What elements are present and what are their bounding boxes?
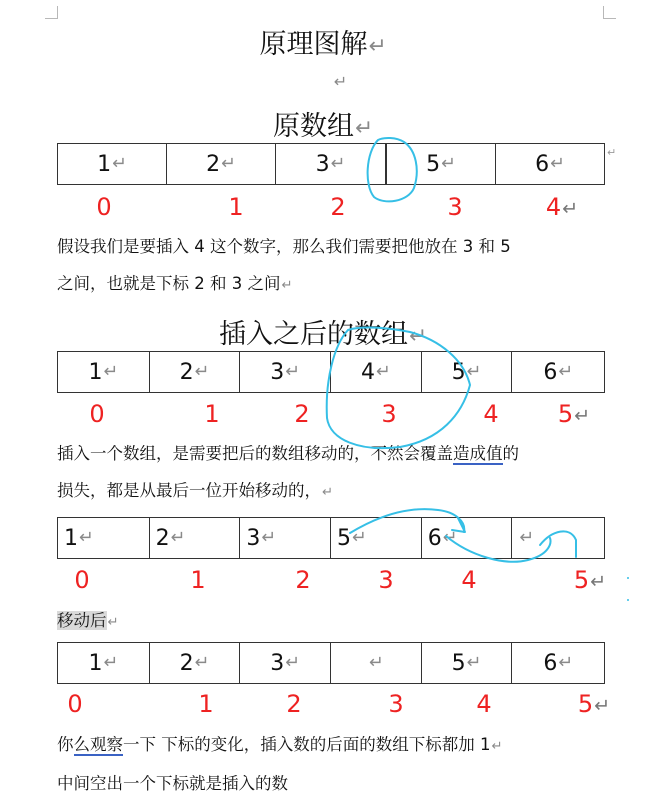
array-index: 3 <box>381 400 397 428</box>
array-cell <box>422 352 513 392</box>
page-title-text: 原理图解 <box>259 29 368 60</box>
array-index: 0 <box>74 566 90 594</box>
return-mark: ↵ <box>330 154 346 174</box>
array-cell <box>150 643 241 683</box>
underlined-text: 造成值 <box>453 444 503 463</box>
array-index: 1 <box>204 400 220 428</box>
return-mark: ↵ <box>194 653 210 673</box>
array-index: 3 <box>378 566 394 594</box>
array-index: 2 <box>295 566 311 594</box>
paragraph-line: 中间空出一个下标就是插入的数 <box>57 774 288 793</box>
array-cell <box>276 144 386 184</box>
paragraph-explanation <box>57 228 617 304</box>
return-mark: ↵ <box>285 653 301 673</box>
return-mark: ↵ <box>352 528 367 548</box>
inserted-array-table <box>57 351 605 393</box>
array-index: 0 <box>67 690 83 718</box>
array-index: 4 <box>476 690 492 718</box>
cell-value: 1 <box>64 525 78 551</box>
return-mark: ↵ <box>368 653 384 673</box>
array-cell <box>331 352 422 392</box>
underlined-text: 么观察 <box>73 735 123 754</box>
empty-paragraph <box>0 68 646 92</box>
array-index: 4 <box>461 566 477 594</box>
cell-value: 2 <box>155 525 170 551</box>
return-mark: ↵ <box>466 653 482 673</box>
return-mark: ↵ <box>441 154 456 174</box>
array-index: 2 <box>294 400 310 428</box>
return-mark: ↵ <box>574 404 591 427</box>
moving-array-table <box>57 517 605 559</box>
return-mark: ↵ <box>562 197 579 220</box>
return-mark: ↵ <box>112 154 127 174</box>
cell-value: 5 <box>451 650 466 676</box>
cell-value: 5 <box>337 525 352 551</box>
return-mark: ↵ <box>354 116 374 141</box>
array-index-value: 5 <box>573 566 590 594</box>
array-index-value: 4 <box>545 193 562 221</box>
cell-value: 5 <box>426 151 441 177</box>
moved-label-text: 移动后 <box>57 611 107 630</box>
return-mark: ↵ <box>519 528 535 548</box>
array-index: 0 <box>89 400 105 428</box>
cell-value: 3 <box>270 359 285 385</box>
array-cell <box>58 518 150 558</box>
paragraph-line <box>57 265 617 304</box>
moved-label <box>57 602 617 641</box>
original-array-table <box>57 143 605 185</box>
cell-value: 2 <box>179 650 194 676</box>
original-array-heading-text: 原数组 <box>272 111 354 142</box>
array-cell <box>58 352 150 392</box>
cell-value: 3 <box>270 650 285 676</box>
cell-value: 1 <box>97 151 112 177</box>
moved-array-table <box>57 642 605 684</box>
return-mark: ↵ <box>368 34 387 59</box>
cell-value: 1 <box>88 650 103 676</box>
array-cell <box>240 518 331 558</box>
return-mark: ↵ <box>261 528 277 548</box>
array-cell <box>496 144 604 184</box>
page-corner-top-right <box>603 6 616 19</box>
array-index: 3 <box>388 690 404 718</box>
return-mark: ↵ <box>558 362 574 382</box>
return-mark: ↵ <box>194 362 210 382</box>
paragraph-line-text: 你 <box>57 735 74 754</box>
return-mark: ↵ <box>558 653 574 673</box>
paragraph-line <box>57 726 617 765</box>
return-mark: ↵ <box>491 739 503 754</box>
paragraph-explanation <box>57 435 617 511</box>
return-mark: ↵ <box>281 278 293 293</box>
page-title <box>0 22 646 61</box>
array-index: 1 <box>190 566 206 594</box>
cell-value: 6 <box>543 650 558 676</box>
return-mark: ↵ <box>466 362 482 382</box>
return-mark: ↵ <box>375 362 391 382</box>
cell-value: 6 <box>535 151 550 177</box>
array-index: 0 <box>96 193 112 221</box>
return-mark: ↵ <box>594 694 611 717</box>
return-mark: ↵ <box>550 154 565 174</box>
row-end-mark: ↵ <box>607 146 617 159</box>
array-index-value: 5 <box>557 400 574 428</box>
array-index: 2 <box>330 193 346 221</box>
array-index <box>574 566 606 594</box>
return-mark: ↵ <box>333 72 348 91</box>
paragraph-line-text: 插入一个数组，是需要把后的数组移动的，不然会覆盖 <box>57 444 453 463</box>
return-mark: ↵ <box>442 528 458 548</box>
array-cell <box>512 518 604 558</box>
paragraph-line-text: 之间，也就是下标 2 和 3 之间 <box>57 274 281 293</box>
return-mark: ↵ <box>322 485 334 500</box>
paragraph-line-text: 的 <box>502 444 519 463</box>
array-cell <box>150 518 241 558</box>
array-cell <box>512 643 604 683</box>
array-index <box>558 400 590 428</box>
cell-value: 2 <box>206 151 221 177</box>
array-cell <box>240 352 331 392</box>
array-cell <box>386 144 496 184</box>
paragraph-line <box>57 435 617 472</box>
cell-value: 3 <box>315 151 330 177</box>
array-index: 1 <box>228 193 244 221</box>
array-cell <box>331 518 422 558</box>
inserted-array-heading-text: 插入之后的数组 <box>218 319 408 350</box>
return-mark: ↵ <box>107 615 119 630</box>
return-mark: ↵ <box>285 362 301 382</box>
return-mark: ↵ <box>103 653 119 673</box>
paragraph-line <box>57 472 617 511</box>
return-mark: ↵ <box>408 324 428 349</box>
array-index: 4 <box>483 400 499 428</box>
paragraph-line: 假设我们是要插入 4 这个数字，那么我们需要把他放在 3 和 5 <box>57 237 511 256</box>
array-cell <box>512 352 604 392</box>
cell-value: 5 <box>451 359 466 385</box>
return-mark: ↵ <box>590 570 607 593</box>
paragraph-line-text: 一下 下标的变化，插入数的后面的数组下标都加 1 <box>123 735 491 754</box>
cell-value: 6 <box>543 359 558 385</box>
array-index <box>546 193 578 221</box>
stray-dot <box>627 599 629 601</box>
cell-value: 1 <box>88 359 103 385</box>
array-cell <box>58 144 167 184</box>
inserted-array-heading <box>0 312 646 351</box>
original-array-heading <box>0 104 646 143</box>
paragraph-explanation <box>57 726 617 802</box>
array-cell <box>58 643 150 683</box>
return-mark: ↵ <box>170 528 186 548</box>
stray-dot <box>627 577 629 579</box>
array-index: 3 <box>447 193 463 221</box>
array-index: 1 <box>198 690 214 718</box>
return-mark: ↵ <box>221 154 236 174</box>
cell-value: 6 <box>427 525 442 551</box>
cell-value: 3 <box>246 525 261 551</box>
array-index-value: 5 <box>577 690 594 718</box>
array-cell <box>150 352 241 392</box>
cell-value: 2 <box>179 359 194 385</box>
paragraph-line-text: 损失，都是从最后一位开始移动的， <box>57 481 321 500</box>
array-cell <box>240 643 331 683</box>
page-corner-top-left <box>45 6 58 19</box>
array-index: 2 <box>286 690 302 718</box>
return-mark: ↵ <box>103 362 119 382</box>
array-cell <box>422 518 513 558</box>
array-cell <box>167 144 276 184</box>
cell-value: 4 <box>360 359 375 385</box>
array-cell-empty <box>331 643 422 683</box>
return-mark: ↵ <box>79 528 94 548</box>
array-index <box>578 690 610 718</box>
array-cell <box>422 643 513 683</box>
